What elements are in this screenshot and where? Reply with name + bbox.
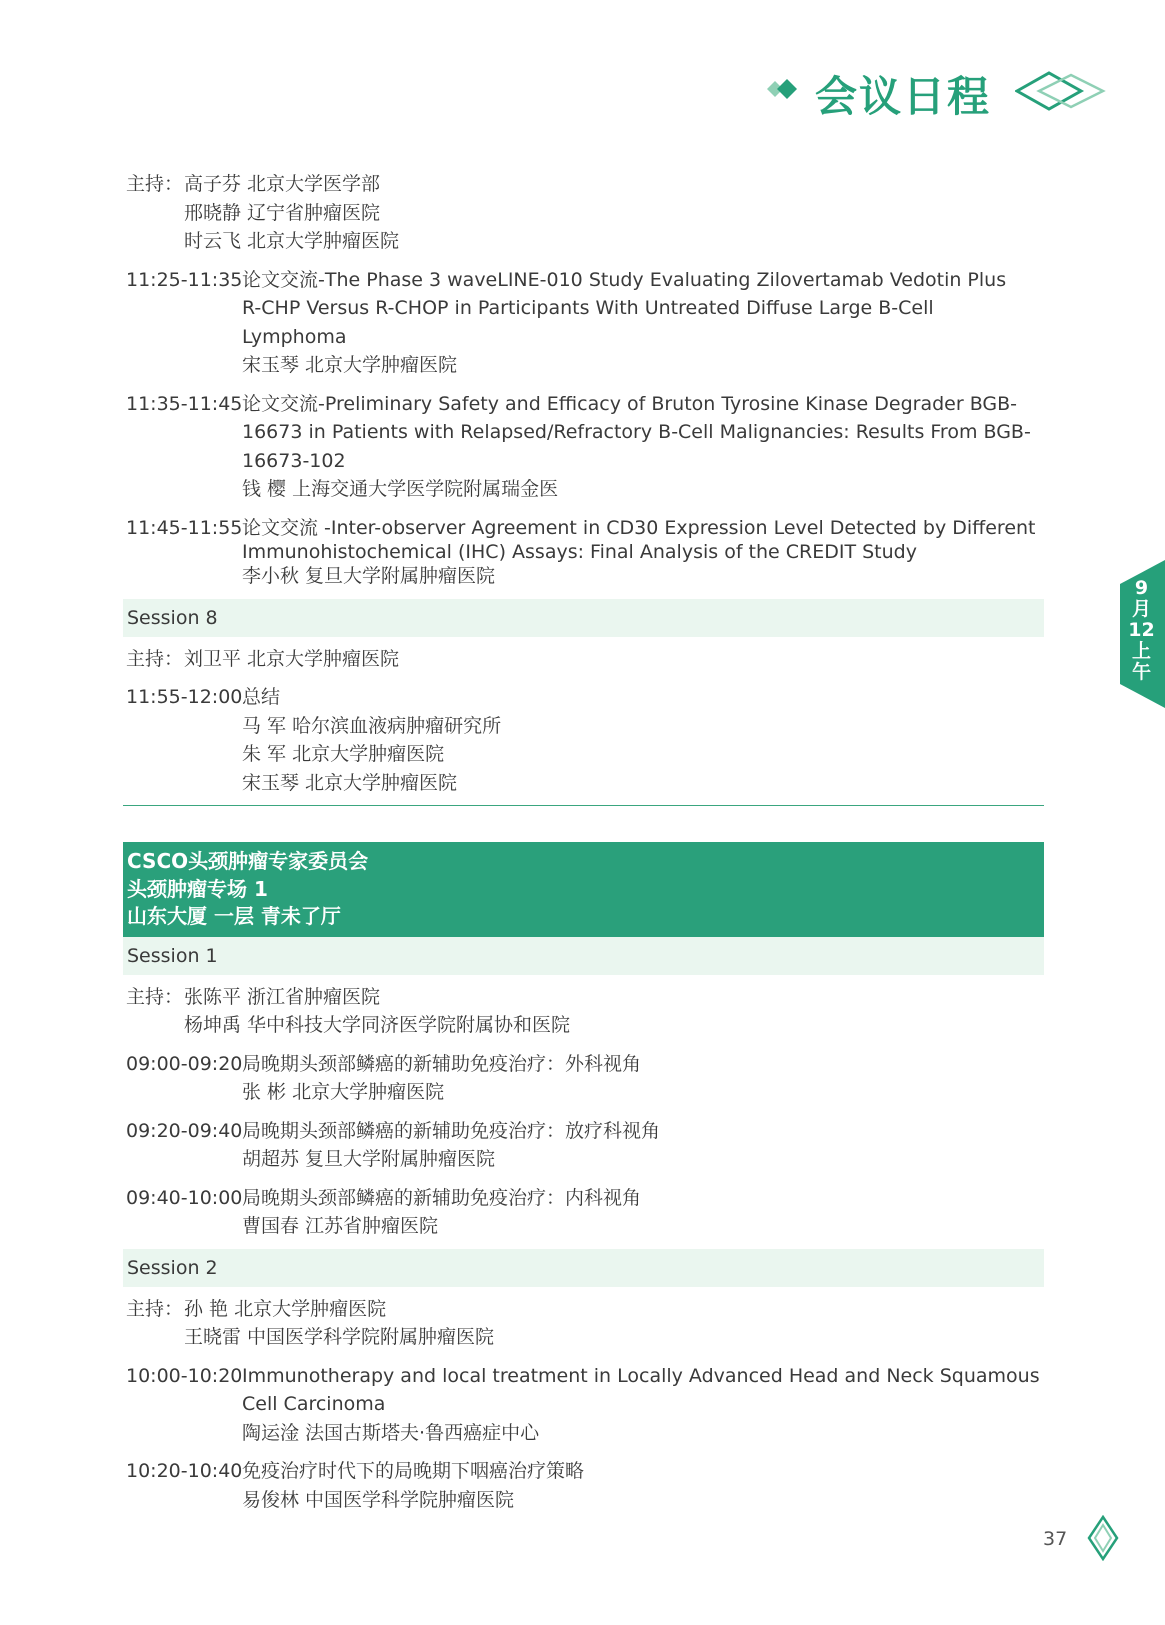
speaker: 李小秋 复旦大学附属肿瘤医院	[242, 565, 496, 587]
talk-title: 论文交流 -Inter-observer Agreement in CD30 Expression Level Detected by Different	[242, 516, 1036, 539]
talk-title: 局晚期头颈部鳞癌的新辅助免疫治疗：放疗科视角	[242, 1119, 661, 1142]
talk-time: 11:35-11:45	[126, 392, 243, 415]
talk-row	[126, 1362, 1041, 1448]
talk-title: Immunohistochemical (IHC) Assays: Final Analysis of the CREDIT Study	[242, 541, 917, 563]
speaker: 易俊林 中国医学科学院肿瘤医院	[242, 1488, 515, 1511]
talk-time: 09:40-10:00	[126, 1186, 243, 1209]
host-row	[126, 645, 1041, 674]
host-name: 孙 艳 北京大学肿瘤医院	[184, 1297, 387, 1320]
venue-header	[123, 842, 1044, 937]
talk-title: 论文交流-Preliminary Safety and Efficacy of Bruton Tyrosine Kinase Degrader BGB-	[242, 392, 1018, 415]
speaker: 宋玉琴 北京大学肿瘤医院	[242, 354, 458, 376]
host-label: 主持：	[126, 647, 184, 670]
talk-time: 09:00-09:20	[126, 1052, 243, 1075]
side-tab-char: 上	[1131, 640, 1151, 662]
talk-title: 总结	[242, 686, 281, 708]
talk-row	[126, 683, 1041, 797]
talk-row	[126, 266, 1041, 380]
date-side-tab	[1118, 560, 1165, 708]
speaker: 胡超苏 复旦大学附属肿瘤医院	[242, 1148, 496, 1170]
session-header: Session 2	[123, 1249, 1044, 1287]
talk-time: 11:55-12:00	[126, 686, 243, 708]
talk-row	[126, 1117, 1041, 1174]
talk-time: 10:00-10:20	[126, 1364, 243, 1387]
talk-title: Immunotherapy and local treatment in Locally Advanced Head and Neck Squamous	[242, 1364, 1040, 1387]
talk-row	[126, 1457, 1041, 1514]
speaker: 曹国春 江苏省肿瘤医院	[242, 1215, 439, 1237]
speaker: 钱 樱 上海交通大学医学院附属瑞金医	[242, 478, 559, 500]
session-header: Session 8	[123, 599, 1044, 637]
talk-time: 09:20-09:40	[126, 1119, 243, 1142]
page-header	[765, 62, 1165, 122]
diamond-page-icon	[1085, 1515, 1121, 1561]
side-tab-char: 月	[1131, 598, 1151, 620]
talk-row	[126, 1050, 1041, 1107]
talk-title: 16673 in Patients with Relapsed/Refractory B-Cell Malignancies: Results From BGB-	[242, 421, 1031, 443]
host-label: 主持：	[126, 1297, 184, 1320]
talk-row	[126, 514, 1041, 591]
host-label: 主持：	[126, 985, 184, 1008]
speaker: 马 军 哈尔滨血液病肿瘤研究所	[242, 714, 502, 737]
host-name: 张陈平 浙江省肿瘤医院	[184, 985, 381, 1008]
talk-title: R-CHP Versus R-CHOP in Participants With Untreated Diffuse Large B-Cell Lymphoma	[242, 297, 934, 348]
talk-time: 11:45-11:55	[126, 516, 243, 539]
committee-title: CSCO头颈肿瘤专家委员会	[127, 849, 369, 873]
diamond-outline-icon	[1015, 66, 1115, 116]
talk-title: 免疫治疗时代下的局晚期下咽癌治疗策略	[242, 1460, 585, 1482]
page-title: 会议日程	[815, 72, 992, 121]
talk-time: 11:25-11:35	[126, 268, 243, 291]
host-row	[126, 1295, 1041, 1352]
host-name: 高子芬 北京大学医学部	[184, 173, 381, 195]
speaker: 陶运淦 法国古斯塔夫·鲁西癌症中心	[242, 1421, 540, 1444]
talk-title: 16673-102	[242, 449, 346, 472]
speaker: 宋玉琴 北京大学肿瘤医院	[242, 771, 458, 794]
host-name: 杨坤禹 华中科技大学同济医学院附属协和医院	[184, 1014, 571, 1036]
host-row	[126, 983, 1041, 1040]
host-label: 主持：	[126, 173, 184, 195]
talk-title: 论文交流-The Phase 3 waveLINE-010 Study Evaluating Zilovertamab Vedotin Plus	[242, 268, 1007, 291]
host-row	[126, 170, 1041, 256]
speaker: 张 彬 北京大学肿瘤医院	[242, 1081, 445, 1103]
talk-row	[126, 1184, 1041, 1241]
talk-row	[126, 390, 1041, 504]
side-tab-char: 午	[1131, 661, 1151, 683]
host-name: 王晓雷 中国医学科学院附属肿瘤医院	[184, 1326, 495, 1348]
talk-title: 局晚期头颈部鳞癌的新辅助免疫治疗：外科视角	[242, 1052, 642, 1075]
track-title: 头颈肿瘤专场 1	[127, 876, 268, 901]
diamond-ornament-icon	[765, 74, 809, 104]
page-footer	[1025, 1513, 1125, 1563]
speaker: 朱 军 北京大学肿瘤医院	[242, 743, 445, 765]
side-tab-char: 12	[1128, 619, 1155, 641]
side-tab-text	[1118, 578, 1165, 683]
page-number: 37	[1043, 1528, 1068, 1550]
talk-title: Cell Carcinoma	[242, 1393, 386, 1415]
talk-time: 10:20-10:40	[126, 1460, 243, 1482]
host-name: 时云飞 北京大学肿瘤医院	[184, 230, 400, 252]
venue-location: 山东大厦 一层 青未了厅	[127, 904, 341, 928]
host-name: 邢晓静 辽宁省肿瘤医院	[184, 201, 381, 224]
host-name: 刘卫平 北京大学肿瘤医院	[184, 647, 400, 670]
side-tab-char: 9	[1134, 577, 1149, 599]
session-header: Session 1	[123, 937, 1044, 975]
schedule-content	[126, 170, 1041, 1514]
section-divider	[123, 805, 1044, 806]
talk-title: 局晚期头颈部鳞癌的新辅助免疫治疗：内科视角	[242, 1186, 642, 1209]
